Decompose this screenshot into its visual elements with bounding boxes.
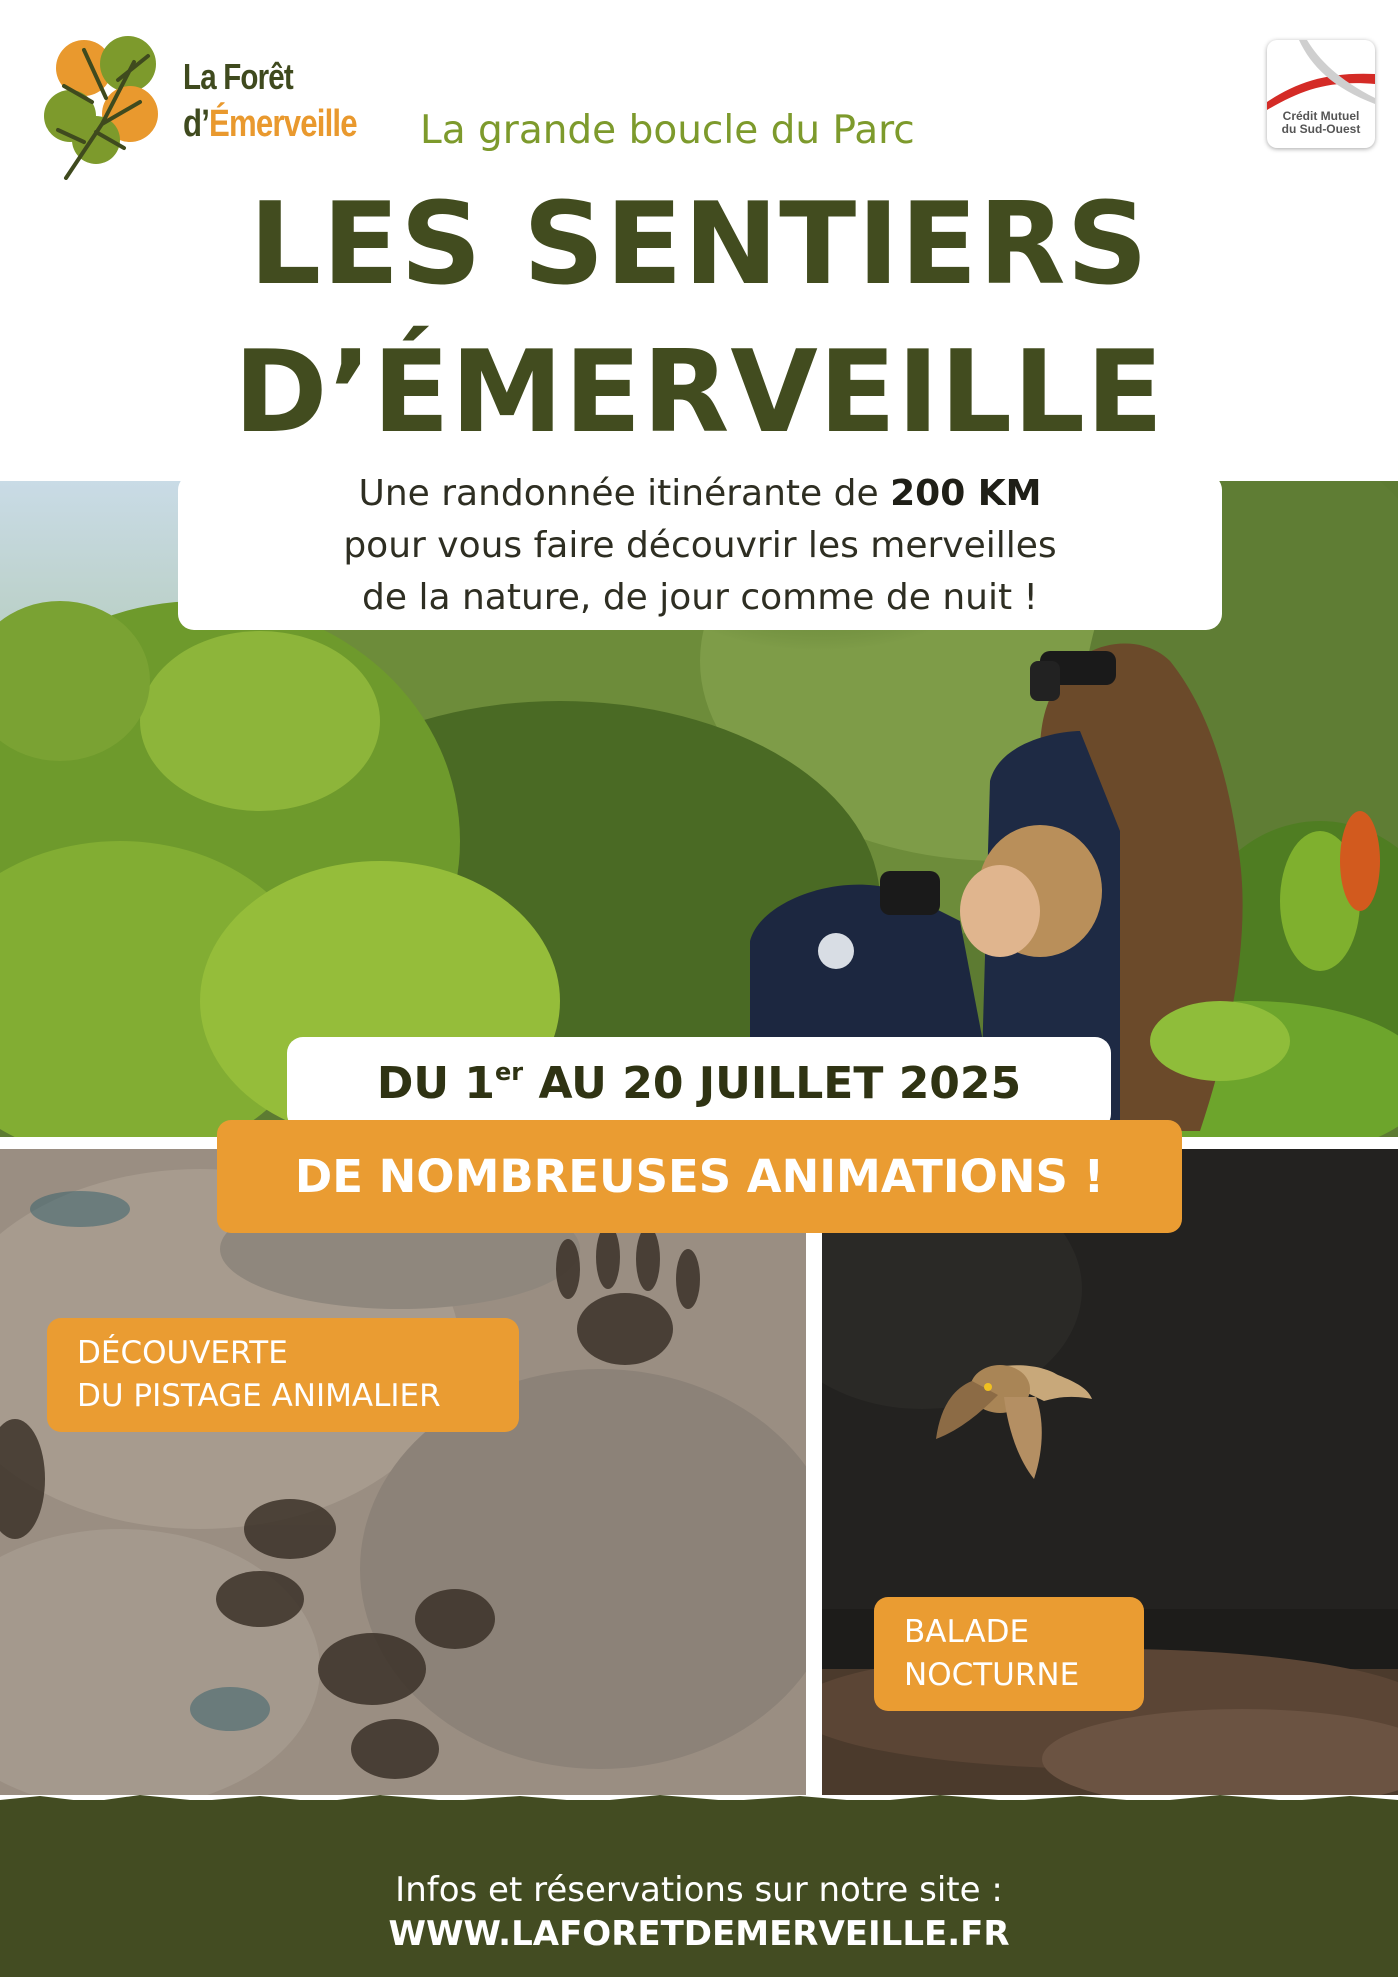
footer-torn-edge [0, 1786, 1398, 1814]
animal-tracks-photo [0, 1149, 806, 1795]
event-dates [287, 1058, 1111, 1109]
main-title-line2: D’ÉMERVEILLE [233, 326, 1165, 458]
intro-line1-prefix: Une randonnée itinérante de [358, 473, 891, 514]
sponsor-name-line2: du Sud-Ouest [1281, 122, 1361, 136]
sponsor-name-line1: Crédit Mutuel [1282, 109, 1360, 123]
footer-website-link[interactable]: WWW.LAFORETDEMERVEILLE.FR [388, 1914, 1010, 1954]
date-ordinal: er [495, 1058, 524, 1086]
sponsor-swoosh-icon [1267, 40, 1375, 110]
tag-animal-tracking [47, 1318, 519, 1432]
logo-name-line1: La Forêt [183, 56, 293, 97]
footer-info: Infos et réservations sur notre site : [395, 1870, 1003, 1910]
intro-line1 [178, 468, 1222, 520]
logo-name-prefix: d’ [183, 103, 210, 145]
tag-night-line2: NOCTURNE [904, 1657, 1080, 1693]
tag-night-walk [874, 1597, 1144, 1711]
date-suffix: AU 20 JUILLET 2025 [523, 1058, 1022, 1109]
animations-text: DE NOMBREUSES ANIMATIONS ! [294, 1150, 1105, 1203]
date-prefix: DU 1 [376, 1058, 496, 1109]
subtitle: La grande boucle du Parc [420, 108, 915, 153]
intro-line3: de la nature, de jour comme de nuit ! [362, 577, 1038, 618]
intro-distance: 200 KM [890, 473, 1042, 514]
logo-leaves-icon [44, 32, 162, 180]
logo-name-line2 [183, 103, 357, 146]
intro-line2: pour vous faire découvrir les merveilles [343, 525, 1057, 566]
tag-tracking-line2: DU PISTAGE ANIMALIER [77, 1378, 441, 1414]
tag-tracking-line1: DÉCOUVERTE [77, 1335, 288, 1371]
main-title-line1: LES SENTIERS [249, 178, 1149, 310]
logo-name-accent: Émerveille [209, 103, 357, 145]
sponsor-logo [1267, 40, 1375, 148]
tag-night-line1: BALADE [904, 1614, 1030, 1650]
intro-text [178, 468, 1222, 624]
